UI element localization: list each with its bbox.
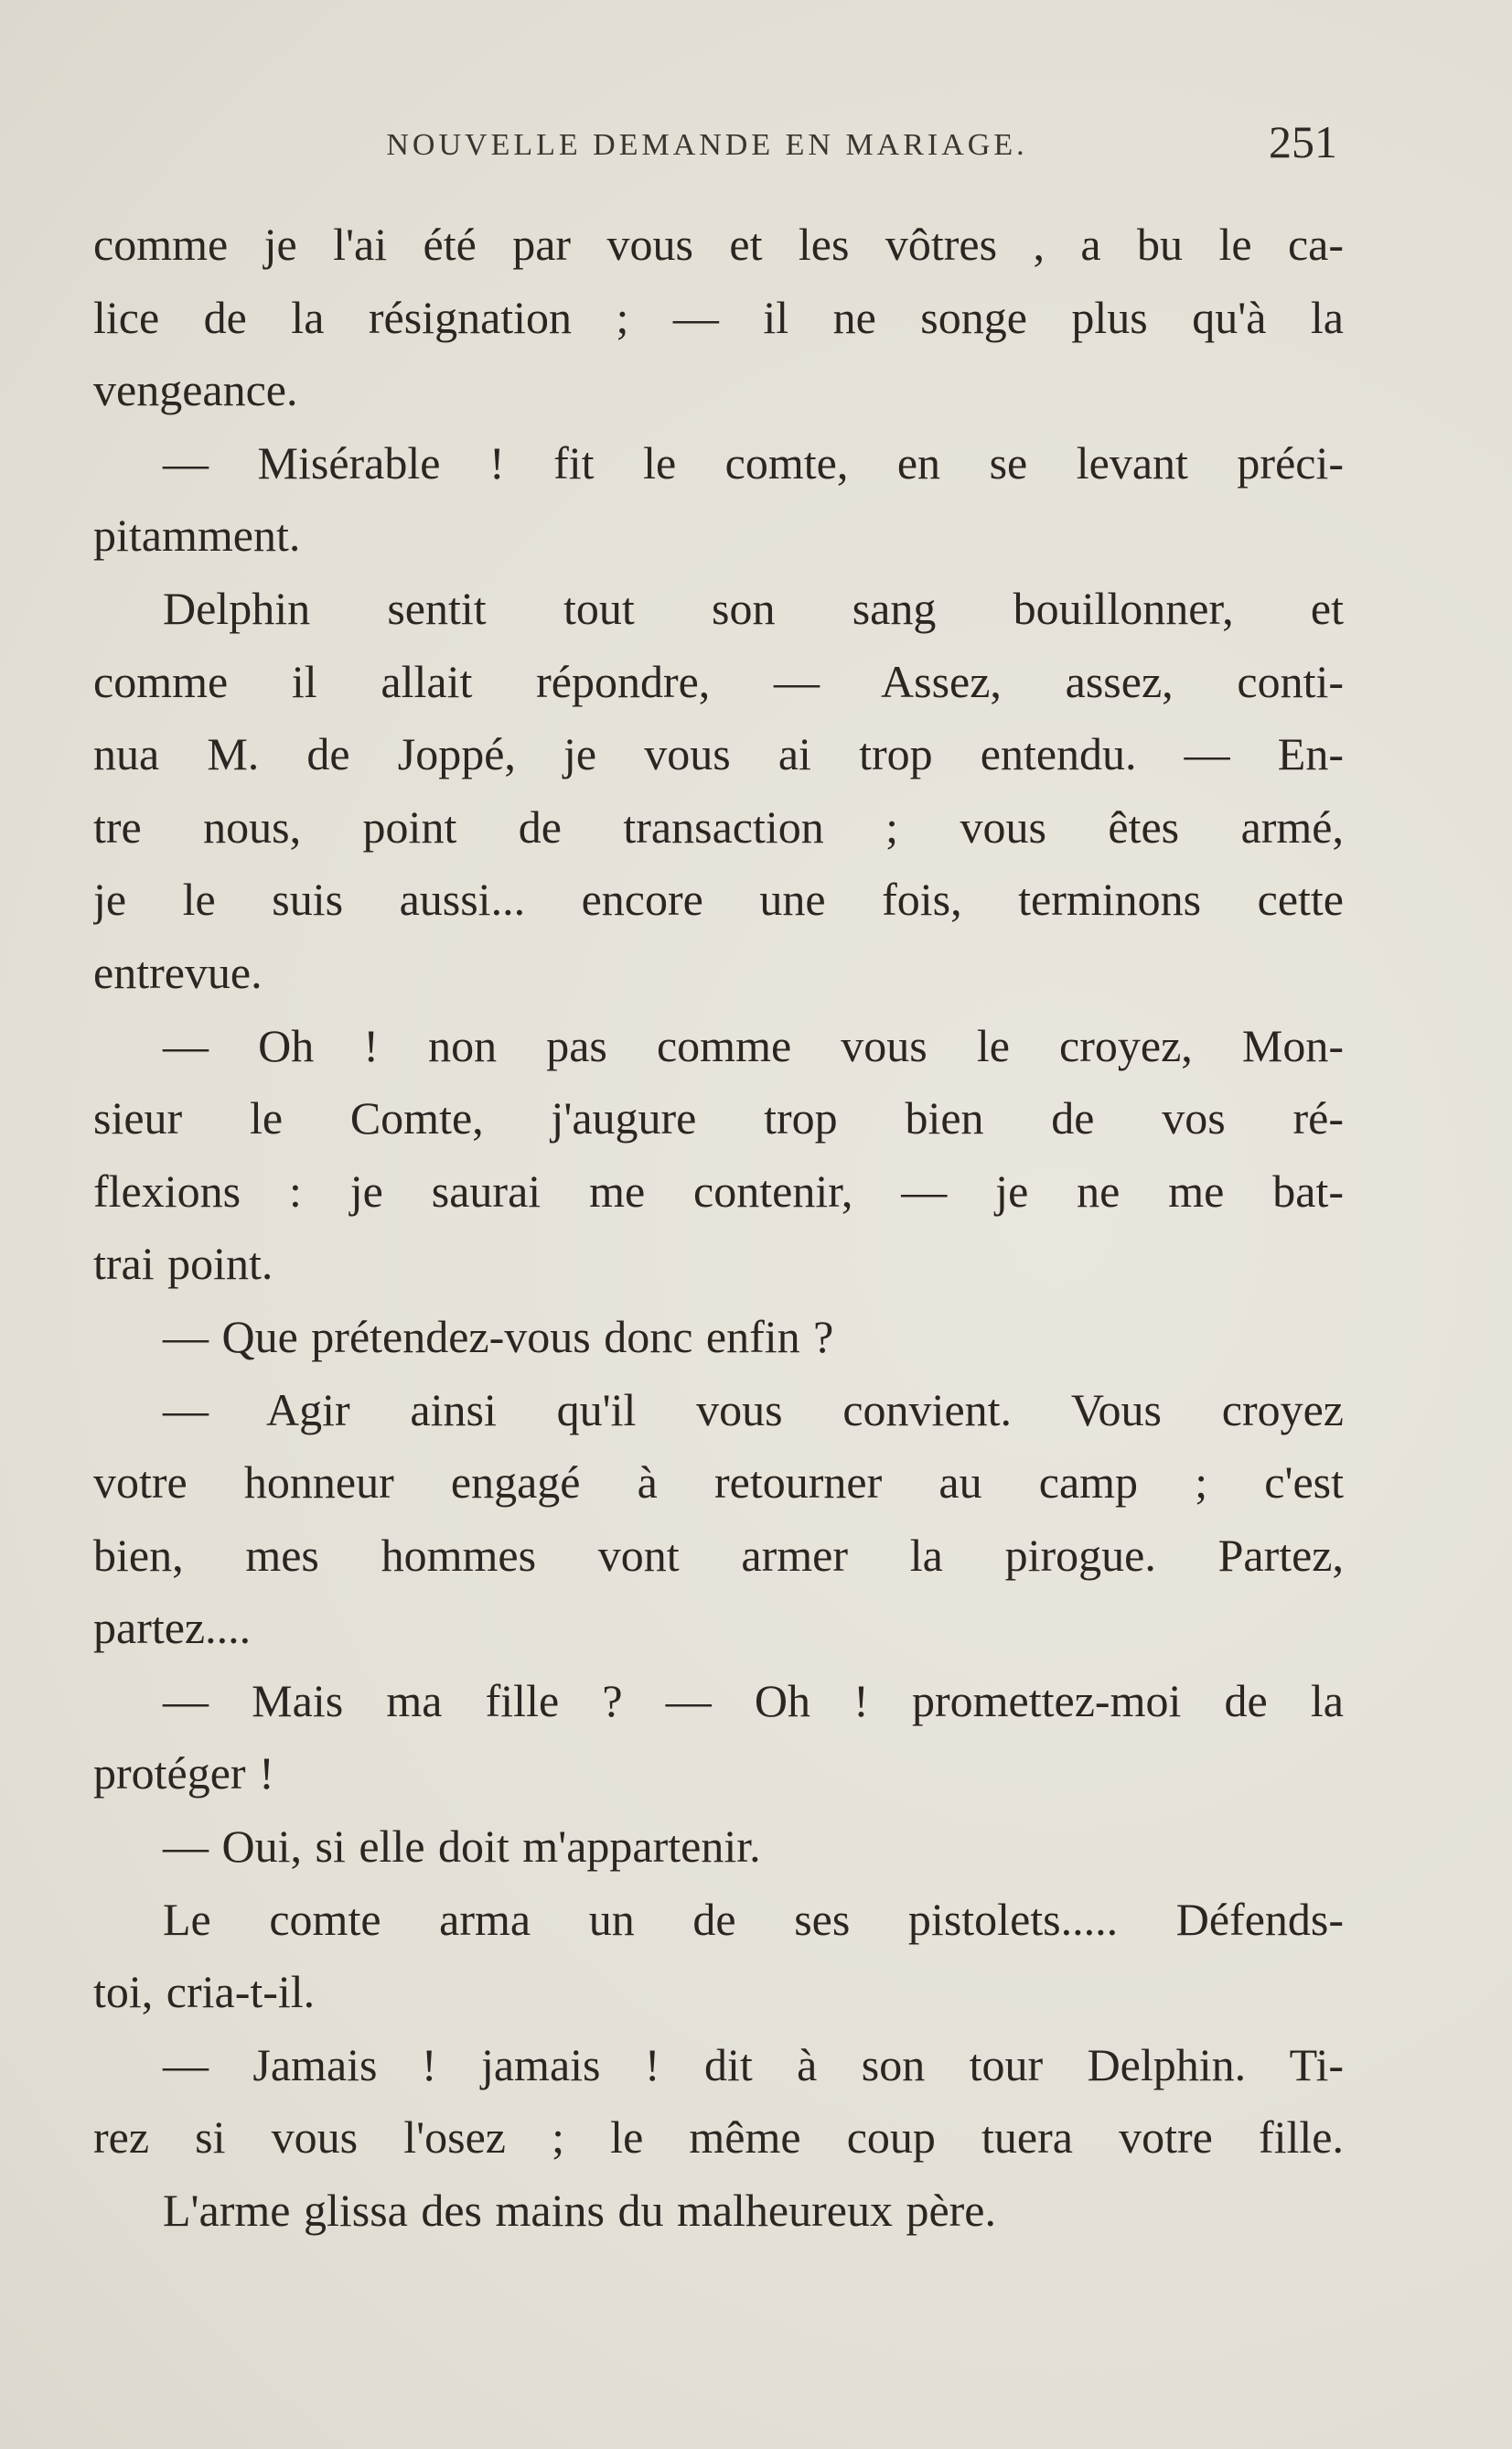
page-header [0, 116, 1512, 172]
text-line: je le suis aussi... encore une fois, terminons cette [93, 874, 1344, 926]
text-line: — Misérable ! fit le comte, en se levant préci- [163, 436, 1344, 489]
text-line: comme il allait répondre, — Assez, assez, conti- [93, 655, 1344, 707]
page-number: 251 [1269, 116, 1337, 167]
text-line: Delphin sentit tout son sang bouillonner, et [163, 582, 1344, 634]
text-line: tre nous, point de transaction ; vous êtes armé, [93, 800, 1344, 853]
page-body-text [93, 209, 1344, 2248]
text-line: entrevue. [93, 946, 263, 998]
text-line: protéger ! [93, 1747, 274, 1799]
text-line: — Oh ! non pas comme vous le croyez, Mon- [163, 1019, 1344, 1071]
text-line: — Oui, si elle doit m'appartenir. [163, 1821, 761, 1873]
text-line: — Agir ainsi qu'il vous convient. Vous croyez [163, 1383, 1344, 1435]
text-line: bien, mes hommes vont armer la pirogue. Partez, [93, 1529, 1344, 1581]
text-line: — Que prétendez-vous donc enfin ? [163, 1310, 834, 1362]
text-line: votre honneur engagé à retourner au camp ; c'est [93, 1456, 1344, 1509]
running-title: NOUVELLE DEMANDE EN MARIAGE. [386, 128, 1028, 162]
text-line: pitamment. [93, 510, 301, 562]
text-line: partez.... [93, 1602, 252, 1654]
text-line: comme je l'ai été par vous et les vôtres , a bu le ca- [93, 219, 1344, 270]
text-line: Le comte arma un de ses pistolets..... Défends- [163, 1893, 1344, 1945]
text-line: toi, cria-t-il. [93, 1966, 316, 2018]
text-line: vengeance. [93, 364, 298, 416]
text-line: trai point. [93, 1238, 273, 1290]
text-line: flexions : je saurai me contenir, — je ne me bat- [93, 1165, 1344, 1217]
text-line: nua M. de Joppé, je vous ai trop entendu. — En- [93, 728, 1344, 780]
text-line: — Mais ma fille ? — Oh ! promettez-moi de la [163, 1674, 1344, 1726]
text-line: sieur le Comte, j'augure trop bien de vos ré- [93, 1092, 1344, 1144]
text-line: L'arme glissa des mains du malheureux père. [163, 2185, 996, 2237]
text-line: lice de la résignation ; — il ne songe plus qu'à la [93, 291, 1344, 343]
text-line: — Jamais ! jamais ! dit à son tour Delphin. Ti- [163, 2038, 1344, 2090]
text-line: rez si vous l'osez ; le même coup tuera votre fille. [93, 2111, 1344, 2164]
